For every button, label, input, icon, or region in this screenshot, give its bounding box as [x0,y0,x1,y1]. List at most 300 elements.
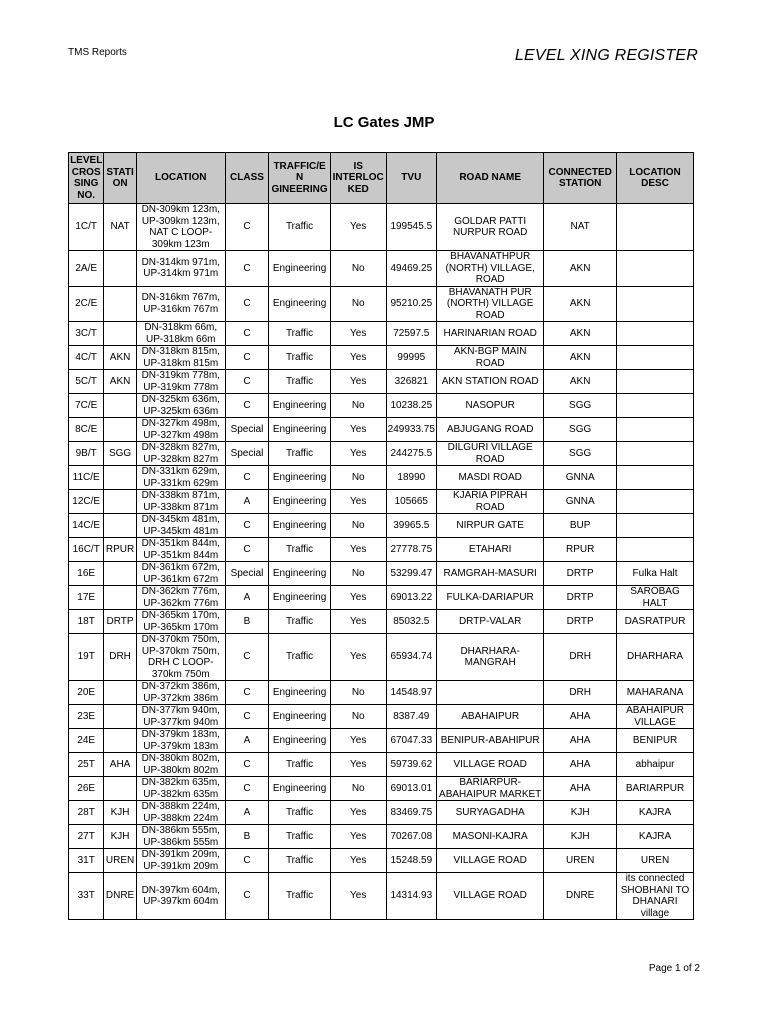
cell-station: UREN [104,849,136,873]
cell-interlocked: No [330,514,386,538]
table-row [69,204,694,251]
cell-location: DN-316km 767m, UP-316km 767m [136,286,225,322]
cell-tvu: 39965.5 [386,514,437,538]
cell-lc-no: 1C/T [69,204,104,251]
cell-lc-no: 12C/E [69,490,104,514]
cell-connected-station: AKN [544,322,617,346]
cell-location-desc: Fulka Halt [617,562,694,586]
cell-lc-no: 27T [69,825,104,849]
cell-connected-station: DRH [544,681,617,705]
cell-traffic-engineering: Traffic [269,873,331,920]
table-row [69,490,694,514]
cell-lc-no: 28T [69,801,104,825]
cell-class: C [225,538,268,562]
cell-road-name: ABAHAIPUR [437,705,544,729]
cell-location-desc [617,370,694,394]
table-row [69,370,694,394]
cell-tvu: 14314.93 [386,873,437,920]
cell-connected-station: GNNA [544,466,617,490]
cell-road-name: NASOPUR [437,394,544,418]
cell-road-name [437,681,544,705]
col-header-connected-station: CONNECTED STATION [544,153,617,204]
cell-location-desc [617,204,694,251]
table-row [69,681,694,705]
cell-road-name: DILGURI VILLAGE ROAD [437,442,544,466]
cell-connected-station: RPUR [544,538,617,562]
cell-location-desc: DHARHARA [617,634,694,681]
cell-tvu: 83469.75 [386,801,437,825]
cell-station [104,586,136,610]
cell-interlocked: Yes [330,610,386,634]
cell-class: C [225,251,268,287]
cell-tvu: 326821 [386,370,437,394]
col-header-is-interlocked: IS INTERLOC KED [330,153,386,204]
register-title: LEVEL XING REGISTER [514,47,698,64]
cell-tvu: 72597.5 [386,322,437,346]
cell-station: AKN [104,346,136,370]
cell-tvu: 105665 [386,490,437,514]
col-header-traffic-engineering: TRAFFIC/EN GINEERING [269,153,331,204]
cell-road-name: VILLAGE ROAD [437,849,544,873]
cell-location: DN-327km 498m, UP-327km 498m [136,418,225,442]
cell-traffic-engineering: Traffic [269,825,331,849]
cell-interlocked: No [330,681,386,705]
cell-location: DN-351km 844m, UP-351km 844m [136,538,225,562]
cell-traffic-engineering: Traffic [269,538,331,562]
cell-connected-station: SGG [544,394,617,418]
table-row [69,442,694,466]
cell-location-desc [617,251,694,287]
cell-lc-no: 2A/E [69,251,104,287]
col-header-level-crossing-no: LEVEL CROS SING NO. [69,153,104,204]
cell-location: DN-331km 629m, UP-331km 629m [136,466,225,490]
cell-road-name: MASONI-KAJRA [437,825,544,849]
col-header-station: STATI ON [104,153,136,204]
cell-station [104,466,136,490]
cell-connected-station: AHA [544,705,617,729]
cell-tvu: 67047.33 [386,729,437,753]
cell-location: DN-361km 672m, UP-361km 672m [136,562,225,586]
cell-location: DN-309km 123m, UP-309km 123m, NAT C LOOP-309km 123m [136,204,225,251]
cell-tvu: 10238.25 [386,394,437,418]
cell-location: DN-377km 940m, UP-377km 940m [136,705,225,729]
table-row [69,729,694,753]
cell-connected-station: SGG [544,442,617,466]
cell-lc-no: 20E [69,681,104,705]
cell-connected-station: AHA [544,729,617,753]
cell-road-name: GOLDAR PATTI NURPUR ROAD [437,204,544,251]
cell-traffic-engineering: Engineering [269,251,331,287]
cell-class: C [225,286,268,322]
cell-interlocked: No [330,394,386,418]
table-row [69,586,694,610]
cell-traffic-engineering: Engineering [269,490,331,514]
cell-class: C [225,873,268,920]
cell-connected-station: DNRE [544,873,617,920]
cell-interlocked: Yes [330,634,386,681]
cell-road-name: AKN STATION ROAD [437,370,544,394]
cell-location-desc [617,514,694,538]
table-row [69,849,694,873]
cell-station: DRH [104,634,136,681]
cell-traffic-engineering: Engineering [269,705,331,729]
cell-location-desc: BARIARPUR [617,777,694,801]
table-row [69,466,694,490]
table-row [69,825,694,849]
cell-tvu: 49469.25 [386,251,437,287]
col-header-road-name: ROAD NAME [437,153,544,204]
cell-lc-no: 17E [69,586,104,610]
lc-gates-table [68,152,694,920]
table-row [69,514,694,538]
cell-class: C [225,705,268,729]
report-source: TMS Reports [68,47,127,58]
cell-location-desc [617,286,694,322]
page-number: Page 1 of 2 [648,963,700,974]
cell-location-desc [617,490,694,514]
cell-station [104,394,136,418]
cell-station: RPUR [104,538,136,562]
cell-lc-no: 26E [69,777,104,801]
cell-connected-station: AKN [544,251,617,287]
cell-lc-no: 7C/E [69,394,104,418]
cell-lc-no: 25T [69,753,104,777]
cell-class: Special [225,442,268,466]
cell-station [104,681,136,705]
cell-interlocked: No [330,251,386,287]
cell-class: C [225,753,268,777]
cell-interlocked: Yes [330,753,386,777]
cell-location: DN-345km 481m, UP-345km 481m [136,514,225,538]
cell-connected-station: NAT [544,204,617,251]
cell-road-name: DRTP-VALAR [437,610,544,634]
cell-lc-no: 16E [69,562,104,586]
cell-class: A [225,490,268,514]
cell-station [104,562,136,586]
cell-lc-no: 8C/E [69,418,104,442]
cell-class: C [225,634,268,681]
cell-tvu: 27778.75 [386,538,437,562]
cell-class: C [225,204,268,251]
cell-traffic-engineering: Engineering [269,514,331,538]
cell-class: B [225,825,268,849]
cell-location-desc [617,322,694,346]
cell-interlocked: Yes [330,586,386,610]
cell-interlocked: Yes [330,801,386,825]
cell-station: AHA [104,753,136,777]
table-row [69,705,694,729]
cell-interlocked: Yes [330,322,386,346]
cell-traffic-engineering: Traffic [269,322,331,346]
cell-station [104,286,136,322]
cell-tvu: 199545.5 [386,204,437,251]
cell-class: A [225,801,268,825]
cell-tvu: 85032.5 [386,610,437,634]
cell-lc-no: 33T [69,873,104,920]
cell-class: C [225,394,268,418]
cell-lc-no: 19T [69,634,104,681]
cell-station [104,729,136,753]
cell-location: DN-388km 224m, UP-388km 224m [136,801,225,825]
cell-station: AKN [104,370,136,394]
cell-class: C [225,514,268,538]
cell-traffic-engineering: Traffic [269,346,331,370]
cell-station [104,322,136,346]
cell-connected-station: DRTP [544,586,617,610]
cell-traffic-engineering: Traffic [269,370,331,394]
cell-lc-no: 5C/T [69,370,104,394]
col-header-tvu: TVU [386,153,437,204]
cell-connected-station: AKN [544,286,617,322]
cell-station: DNRE [104,873,136,920]
cell-road-name: BARIARPUR-ABAHAIPUR MARKET [437,777,544,801]
cell-station [104,777,136,801]
cell-traffic-engineering: Traffic [269,442,331,466]
cell-road-name: FULKA-DARIAPUR [437,586,544,610]
cell-connected-station: KJH [544,825,617,849]
cell-interlocked: No [330,286,386,322]
cell-tvu: 99995 [386,346,437,370]
cell-interlocked: No [330,777,386,801]
cell-station [104,418,136,442]
cell-tvu: 65934.74 [386,634,437,681]
cell-traffic-engineering: Traffic [269,801,331,825]
cell-road-name: VILLAGE ROAD [437,753,544,777]
cell-road-name: ETAHARI [437,538,544,562]
cell-tvu: 14548.97 [386,681,437,705]
table-row [69,777,694,801]
cell-location: DN-391km 209m, UP-391km 209m [136,849,225,873]
table-row [69,286,694,322]
cell-location-desc: ABAHAIPUR VILLAGE [617,705,694,729]
table-row [69,322,694,346]
cell-location: DN-362km 776m, UP-362km 776m [136,586,225,610]
cell-location-desc: its connected SHOBHANI TO DHANARI village [617,873,694,920]
cell-location-desc [617,346,694,370]
cell-station: KJH [104,825,136,849]
cell-connected-station: GNNA [544,490,617,514]
cell-station: NAT [104,204,136,251]
cell-location-desc [617,538,694,562]
cell-location-desc [617,418,694,442]
cell-interlocked: Yes [330,370,386,394]
cell-lc-no: 4C/T [69,346,104,370]
cell-location: DN-382km 635m, UP-382km 635m [136,777,225,801]
cell-connected-station: AHA [544,777,617,801]
cell-location: DN-379km 183m, UP-379km 183m [136,729,225,753]
cell-road-name: BENIPUR-ABAHIPUR [437,729,544,753]
cell-lc-no: 14C/E [69,514,104,538]
cell-class: A [225,729,268,753]
cell-lc-no: 24E [69,729,104,753]
cell-class: C [225,322,268,346]
cell-lc-no: 18T [69,610,104,634]
col-header-location: LOCATION [136,153,225,204]
cell-traffic-engineering: Engineering [269,466,331,490]
cell-station [104,251,136,287]
table-row [69,753,694,777]
cell-interlocked: No [330,466,386,490]
cell-station: SGG [104,442,136,466]
cell-class: Special [225,418,268,442]
cell-road-name: DHARHARA-MANGRAH [437,634,544,681]
cell-class: C [225,370,268,394]
cell-tvu: 69013.22 [386,586,437,610]
cell-location: DN-318km 815m, UP-318km 815m [136,346,225,370]
cell-road-name: BHAVANATH PUR (NORTH) VILLAGE ROAD [437,286,544,322]
cell-location-desc: abhaipur [617,753,694,777]
cell-traffic-engineering: Traffic [269,204,331,251]
cell-location: DN-314km 971m, UP-314km 971m [136,251,225,287]
cell-location-desc [617,442,694,466]
cell-class: C [225,346,268,370]
cell-location: DN-325km 636m, UP-325km 636m [136,394,225,418]
cell-location-desc: KAJRA [617,801,694,825]
cell-road-name: HARINARIAN ROAD [437,322,544,346]
cell-class: C [225,466,268,490]
cell-location-desc: UREN [617,849,694,873]
cell-traffic-engineering: Engineering [269,394,331,418]
cell-interlocked: No [330,562,386,586]
cell-station: DRTP [104,610,136,634]
cell-tvu: 8387.49 [386,705,437,729]
cell-traffic-engineering: Traffic [269,610,331,634]
cell-road-name: ABJUGANG ROAD [437,418,544,442]
cell-location: DN-370km 750m, UP-370km 750m, DRH C LOOP-370km 750m [136,634,225,681]
cell-class: C [225,681,268,705]
cell-interlocked: Yes [330,418,386,442]
table-row [69,251,694,287]
cell-location: DN-372km 386m, UP-372km 386m [136,681,225,705]
cell-interlocked: Yes [330,204,386,251]
col-header-class: CLASS [225,153,268,204]
cell-interlocked: Yes [330,442,386,466]
cell-tvu: 249933.75 [386,418,437,442]
cell-interlocked: Yes [330,346,386,370]
table-row [69,418,694,442]
cell-location: DN-338km 871m, UP-338km 871m [136,490,225,514]
cell-traffic-engineering: Traffic [269,849,331,873]
cell-traffic-engineering: Engineering [269,286,331,322]
cell-location: DN-328km 827m, UP-328km 827m [136,442,225,466]
cell-road-name: VILLAGE ROAD [437,873,544,920]
cell-location-desc: SAROBAG HALT [617,586,694,610]
table-row [69,538,694,562]
cell-location: DN-318km 66m, UP-318km 66m [136,322,225,346]
cell-lc-no: 23E [69,705,104,729]
cell-tvu: 15248.59 [386,849,437,873]
table-row [69,634,694,681]
cell-interlocked: Yes [330,538,386,562]
cell-connected-station: KJH [544,801,617,825]
cell-interlocked: Yes [330,873,386,920]
cell-location: DN-397km 604m, UP-397km 604m [136,873,225,920]
cell-connected-station: UREN [544,849,617,873]
cell-road-name: RAMGRAH-MASURI [437,562,544,586]
cell-lc-no: 31T [69,849,104,873]
table-row [69,562,694,586]
table-row [69,346,694,370]
cell-location-desc: DASRATPUR [617,610,694,634]
page-title: LC Gates JMP [333,114,435,131]
table-row [69,801,694,825]
cell-lc-no: 2C/E [69,286,104,322]
cell-road-name: SURYAGADHA [437,801,544,825]
cell-traffic-engineering: Engineering [269,586,331,610]
cell-traffic-engineering: Engineering [269,681,331,705]
cell-station [104,514,136,538]
cell-lc-no: 16C/T [69,538,104,562]
cell-interlocked: Yes [330,849,386,873]
cell-location: DN-365km 170m, UP-365km 170m [136,610,225,634]
table-header-row [69,153,694,204]
cell-connected-station: SGG [544,418,617,442]
cell-tvu: 18990 [386,466,437,490]
cell-traffic-engineering: Traffic [269,753,331,777]
cell-tvu: 69013.01 [386,777,437,801]
cell-tvu: 244275.5 [386,442,437,466]
cell-tvu: 70267.08 [386,825,437,849]
cell-traffic-engineering: Engineering [269,777,331,801]
cell-connected-station: DRTP [544,562,617,586]
cell-lc-no: 3C/T [69,322,104,346]
cell-station [104,490,136,514]
cell-lc-no: 9B/T [69,442,104,466]
table-row [69,610,694,634]
cell-location: DN-319km 778m, UP-319km 778m [136,370,225,394]
cell-traffic-engineering: Traffic [269,634,331,681]
cell-road-name: MASDI ROAD [437,466,544,490]
cell-tvu: 53299.47 [386,562,437,586]
cell-connected-station: BUP [544,514,617,538]
cell-connected-station: DRTP [544,610,617,634]
cell-connected-station: DRH [544,634,617,681]
cell-connected-station: AKN [544,370,617,394]
cell-location: DN-386km 555m, UP-386km 555m [136,825,225,849]
cell-class: B [225,610,268,634]
cell-location-desc [617,394,694,418]
cell-class: C [225,849,268,873]
cell-connected-station: AKN [544,346,617,370]
table-row [69,394,694,418]
cell-connected-station: AHA [544,753,617,777]
cell-road-name: KJARIA PIPRAH ROAD [437,490,544,514]
cell-road-name: BHAVANATHPUR (NORTH) VILLAGE, ROAD [437,251,544,287]
cell-location-desc [617,466,694,490]
cell-location: DN-380km 802m, UP-380km 802m [136,753,225,777]
cell-road-name: AKN-BGP MAIN ROAD [437,346,544,370]
cell-location-desc: KAJRA [617,825,694,849]
cell-road-name: NIRPUR GATE [437,514,544,538]
cell-station [104,705,136,729]
cell-class: A [225,586,268,610]
cell-traffic-engineering: Engineering [269,729,331,753]
cell-tvu: 59739.62 [386,753,437,777]
cell-tvu: 95210.25 [386,286,437,322]
cell-interlocked: No [330,705,386,729]
cell-interlocked: Yes [330,490,386,514]
cell-lc-no: 11C/E [69,466,104,490]
cell-station: KJH [104,801,136,825]
cell-class: C [225,777,268,801]
cell-location-desc: MAHARANA [617,681,694,705]
col-header-location-desc: LOCATION DESC [617,153,694,204]
cell-location-desc: BENIPUR [617,729,694,753]
cell-class: Special [225,562,268,586]
cell-interlocked: Yes [330,825,386,849]
table-row [69,873,694,920]
cell-traffic-engineering: Engineering [269,418,331,442]
